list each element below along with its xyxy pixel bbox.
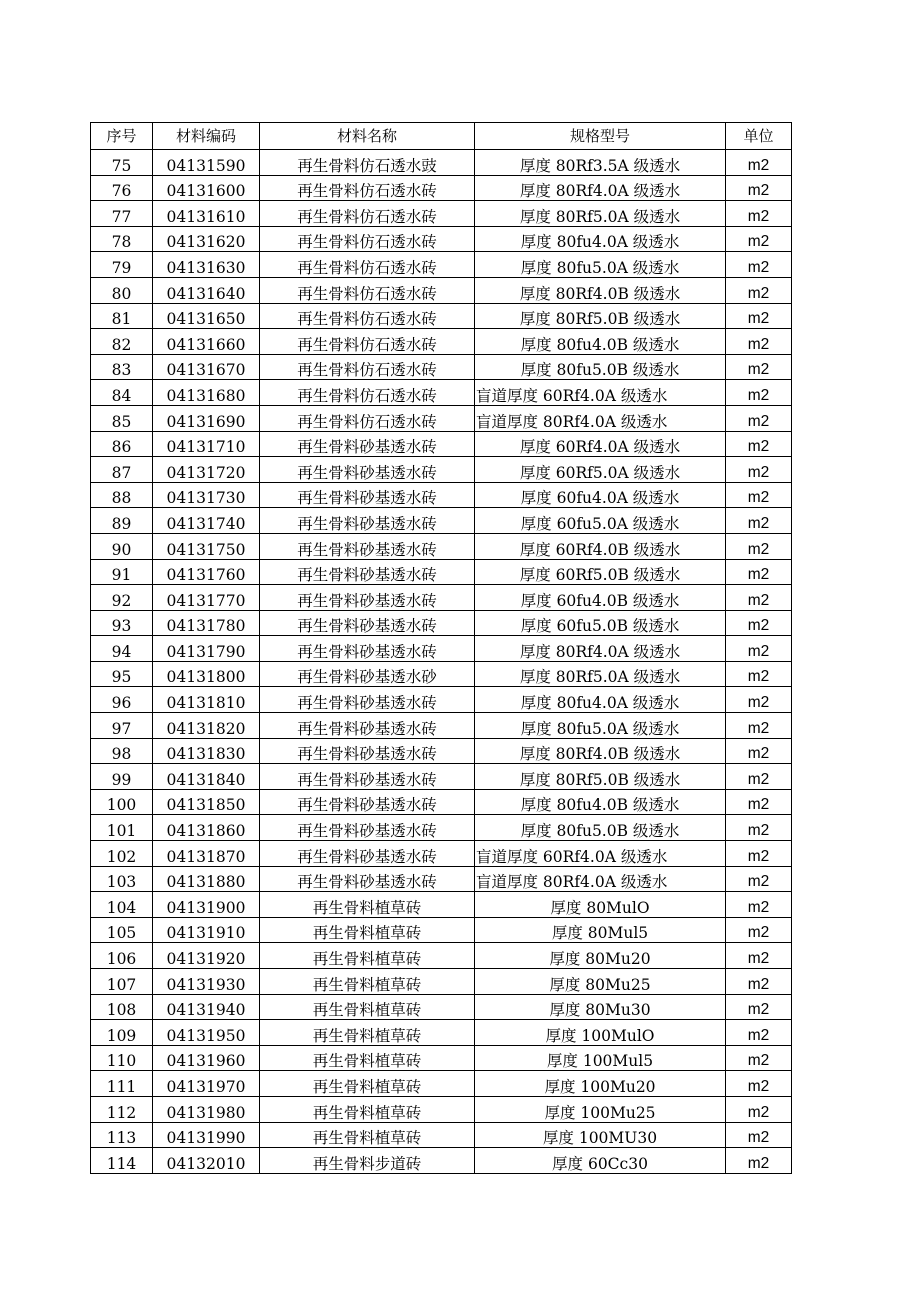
cell-seq: 92 [91, 585, 153, 611]
table-row [91, 866, 792, 892]
cell-unit: m2 [726, 661, 792, 687]
cell-seq: 78 [91, 226, 153, 252]
cell-material-name: 再生骨料仿石透水砖 [260, 354, 475, 380]
cell-seq: 113 [91, 1122, 153, 1148]
cell-code: 04131770 [153, 585, 260, 611]
cell-material-name: 再生骨料植草砖 [260, 892, 475, 918]
cell-material-name: 再生骨料植草砖 [260, 969, 475, 995]
cell-code: 04131840 [153, 764, 260, 790]
cell-spec: 厚度 100Mu20 [475, 1071, 726, 1097]
header-row [91, 123, 792, 150]
cell-unit: m2 [726, 354, 792, 380]
cell-spec: 厚度 80Mu20 [475, 943, 726, 969]
cell-code: 04131660 [153, 329, 260, 355]
header-seq: 序号 [91, 123, 153, 150]
cell-spec: 厚度 80fu4.0B 级透水 [475, 329, 726, 355]
cell-unit: m2 [726, 943, 792, 969]
table-row [91, 994, 792, 1020]
cell-material-name: 再生骨料砂基透水砖 [260, 866, 475, 892]
cell-unit: m2 [726, 380, 792, 406]
cell-spec: 盲道厚度 80Rf4.0A 级透水 [475, 866, 726, 892]
cell-unit: m2 [726, 175, 792, 201]
cell-unit: m2 [726, 815, 792, 841]
table-row [91, 533, 792, 559]
table-row [91, 738, 792, 764]
cell-spec: 盲道厚度 60Rf4.0A 级透水 [475, 380, 726, 406]
cell-material-name: 再生骨料植草砖 [260, 1071, 475, 1097]
cell-spec: 厚度 80MulO [475, 892, 726, 918]
table-row [91, 1020, 792, 1046]
cell-spec: 厚度 80Rf4.0B 级透水 [475, 277, 726, 303]
cell-spec: 厚度 80fu5.0B 级透水 [475, 354, 726, 380]
cell-code: 04131910 [153, 917, 260, 943]
cell-spec: 厚度 100MU30 [475, 1122, 726, 1148]
cell-unit: m2 [726, 201, 792, 227]
cell-seq: 75 [91, 150, 153, 176]
cell-material-name: 再生骨料植草砖 [260, 994, 475, 1020]
cell-spec: 厚度 60fu5.0A 级透水 [475, 508, 726, 534]
cell-seq: 95 [91, 661, 153, 687]
cell-material-name: 再生骨料砂基透水砖 [260, 713, 475, 739]
cell-spec: 厚度 100MulO [475, 1020, 726, 1046]
cell-spec: 厚度 80Rf5.0A 级透水 [475, 661, 726, 687]
cell-material-name: 再生骨料砂基透水砖 [260, 815, 475, 841]
cell-unit: m2 [726, 482, 792, 508]
cell-material-name: 再生骨料仿石透水砖 [260, 405, 475, 431]
cell-code: 04131800 [153, 661, 260, 687]
cell-material-name: 再生骨料仿石透水砖 [260, 201, 475, 227]
table-row [91, 1096, 792, 1122]
table-row [91, 303, 792, 329]
cell-unit: m2 [726, 1096, 792, 1122]
cell-seq: 79 [91, 252, 153, 278]
cell-seq: 110 [91, 1045, 153, 1071]
cell-code: 04131880 [153, 866, 260, 892]
cell-unit: m2 [726, 917, 792, 943]
cell-spec: 厚度 80Rf5.0B 级透水 [475, 764, 726, 790]
cell-material-name: 再生骨料仿石透水砖 [260, 329, 475, 355]
table-row [91, 917, 792, 943]
cell-seq: 96 [91, 687, 153, 713]
cell-material-name: 再生骨料砂基透水砖 [260, 841, 475, 867]
table-row [91, 841, 792, 867]
table-header [91, 123, 792, 150]
header-code: 材料编码 [153, 123, 260, 150]
header-name: 材料名称 [260, 123, 475, 150]
table-row [91, 329, 792, 355]
table-row [91, 457, 792, 483]
cell-seq: 81 [91, 303, 153, 329]
cell-material-name: 再生骨料砂基透水砖 [260, 764, 475, 790]
cell-unit: m2 [726, 789, 792, 815]
cell-unit: m2 [726, 405, 792, 431]
cell-material-name: 再生骨料砂基透水砖 [260, 482, 475, 508]
cell-code: 04131990 [153, 1122, 260, 1148]
cell-seq: 98 [91, 738, 153, 764]
table-row [91, 252, 792, 278]
cell-spec: 厚度 60fu4.0A 级透水 [475, 482, 726, 508]
cell-material-name: 再生骨料砂基透水砂 [260, 661, 475, 687]
cell-material-name: 再生骨料砂基透水砖 [260, 636, 475, 662]
cell-code: 04131680 [153, 380, 260, 406]
cell-code: 04131950 [153, 1020, 260, 1046]
cell-spec: 厚度 100Mul5 [475, 1045, 726, 1071]
cell-seq: 93 [91, 610, 153, 636]
table-row [91, 892, 792, 918]
cell-material-name: 再生骨料植草砖 [260, 1096, 475, 1122]
cell-unit: m2 [726, 226, 792, 252]
cell-spec: 厚度 80fu5.0A 级透水 [475, 713, 726, 739]
table-row [91, 815, 792, 841]
cell-unit: m2 [726, 994, 792, 1020]
table-row [91, 354, 792, 380]
table-row [91, 201, 792, 227]
cell-spec: 盲道厚度 60Rf4.0A 级透水 [475, 841, 726, 867]
table-row [91, 1122, 792, 1148]
cell-seq: 107 [91, 969, 153, 995]
cell-unit: m2 [726, 841, 792, 867]
cell-code: 04131750 [153, 533, 260, 559]
cell-unit: m2 [726, 508, 792, 534]
cell-seq: 102 [91, 841, 153, 867]
table-row [91, 431, 792, 457]
cell-seq: 86 [91, 431, 153, 457]
cell-spec: 厚度 80Mul5 [475, 917, 726, 943]
cell-unit: m2 [726, 457, 792, 483]
materials-table [90, 122, 792, 1174]
cell-seq: 114 [91, 1148, 153, 1174]
cell-seq: 106 [91, 943, 153, 969]
cell-code: 04131640 [153, 277, 260, 303]
cell-unit: m2 [726, 764, 792, 790]
cell-spec: 厚度 80fu4.0A 级透水 [475, 226, 726, 252]
cell-spec: 厚度 60Rf4.0B 级透水 [475, 533, 726, 559]
cell-material-name: 再生骨料植草砖 [260, 1045, 475, 1071]
cell-code: 04132010 [153, 1148, 260, 1174]
cell-seq: 80 [91, 277, 153, 303]
cell-seq: 76 [91, 175, 153, 201]
cell-code: 04131850 [153, 789, 260, 815]
cell-code: 04131940 [153, 994, 260, 1020]
cell-seq: 82 [91, 329, 153, 355]
cell-spec: 厚度 60Cc30 [475, 1148, 726, 1174]
cell-code: 04131830 [153, 738, 260, 764]
cell-material-name: 再生骨料砂基透水砖 [260, 789, 475, 815]
table-row [91, 175, 792, 201]
cell-code: 04131960 [153, 1045, 260, 1071]
cell-unit: m2 [726, 738, 792, 764]
cell-code: 04131790 [153, 636, 260, 662]
cell-seq: 104 [91, 892, 153, 918]
cell-unit: m2 [726, 1020, 792, 1046]
cell-material-name: 再生骨料仿石透水砖 [260, 175, 475, 201]
cell-spec: 厚度 80Mu30 [475, 994, 726, 1020]
cell-spec: 厚度 100Mu25 [475, 1096, 726, 1122]
cell-unit: m2 [726, 150, 792, 176]
cell-material-name: 再生骨料仿石透水豉 [260, 150, 475, 176]
cell-seq: 77 [91, 201, 153, 227]
cell-unit: m2 [726, 1045, 792, 1071]
cell-seq: 97 [91, 713, 153, 739]
table-row [91, 687, 792, 713]
cell-material-name: 再生骨料砂基透水砖 [260, 457, 475, 483]
cell-code: 04131810 [153, 687, 260, 713]
table-row [91, 482, 792, 508]
cell-unit: m2 [726, 636, 792, 662]
cell-code: 04131820 [153, 713, 260, 739]
cell-code: 04131970 [153, 1071, 260, 1097]
table-row [91, 969, 792, 995]
cell-unit: m2 [726, 277, 792, 303]
cell-material-name: 再生骨料砂基透水砖 [260, 738, 475, 764]
cell-material-name: 再生骨料砂基透水砖 [260, 508, 475, 534]
cell-material-name: 再生骨料步道砖 [260, 1148, 475, 1174]
cell-unit: m2 [726, 1071, 792, 1097]
cell-seq: 85 [91, 405, 153, 431]
cell-spec: 厚度 80fu4.0B 级透水 [475, 789, 726, 815]
table-row [91, 585, 792, 611]
table-row [91, 1071, 792, 1097]
cell-code: 04131690 [153, 405, 260, 431]
cell-code: 04131740 [153, 508, 260, 534]
cell-spec: 厚度 60fu5.0B 级透水 [475, 610, 726, 636]
cell-seq: 90 [91, 533, 153, 559]
cell-material-name: 再生骨料仿石透水砖 [260, 226, 475, 252]
table-row [91, 1148, 792, 1174]
cell-material-name: 再生骨料植草砖 [260, 943, 475, 969]
table-row [91, 150, 792, 176]
cell-unit: m2 [726, 252, 792, 278]
table-row [91, 226, 792, 252]
table-row [91, 1045, 792, 1071]
cell-seq: 83 [91, 354, 153, 380]
cell-unit: m2 [726, 559, 792, 585]
cell-material-name: 再生骨料植草砖 [260, 1020, 475, 1046]
table-row [91, 380, 792, 406]
table-row [91, 789, 792, 815]
cell-material-name: 再生骨料植草砖 [260, 1122, 475, 1148]
cell-material-name: 再生骨料仿石透水砖 [260, 380, 475, 406]
cell-unit: m2 [726, 892, 792, 918]
cell-unit: m2 [726, 1122, 792, 1148]
cell-material-name: 再生骨料砂基透水砖 [260, 585, 475, 611]
cell-code: 04131780 [153, 610, 260, 636]
cell-unit: m2 [726, 610, 792, 636]
header-unit: 单位 [726, 123, 792, 150]
cell-spec: 厚度 60Rf5.0A 级透水 [475, 457, 726, 483]
cell-unit: m2 [726, 687, 792, 713]
cell-spec: 厚度 60fu4.0B 级透水 [475, 585, 726, 611]
cell-code: 04131710 [153, 431, 260, 457]
cell-spec: 厚度 80fu5.0B 级透水 [475, 815, 726, 841]
cell-code: 04131720 [153, 457, 260, 483]
cell-unit: m2 [726, 866, 792, 892]
cell-material-name: 再生骨料砂基透水砖 [260, 533, 475, 559]
cell-material-name: 再生骨料砂基透水砖 [260, 687, 475, 713]
cell-spec: 厚度 80Rf5.0B 级透水 [475, 303, 726, 329]
cell-seq: 84 [91, 380, 153, 406]
cell-code: 04131670 [153, 354, 260, 380]
cell-code: 04131610 [153, 201, 260, 227]
table-row [91, 405, 792, 431]
cell-spec: 厚度 80Rf3.5A 级透水 [475, 150, 726, 176]
cell-spec: 厚度 80Rf4.0A 级透水 [475, 636, 726, 662]
cell-code: 04131920 [153, 943, 260, 969]
cell-spec: 厚度 80Rf4.0B 级透水 [475, 738, 726, 764]
cell-material-name: 再生骨料仿石透水砖 [260, 277, 475, 303]
cell-code: 04131600 [153, 175, 260, 201]
cell-unit: m2 [726, 533, 792, 559]
table-body [91, 150, 792, 1174]
cell-code: 04131980 [153, 1096, 260, 1122]
cell-spec: 厚度 60Rf5.0B 级透水 [475, 559, 726, 585]
header-spec: 规格型号 [475, 123, 726, 150]
cell-code: 04131860 [153, 815, 260, 841]
table-row [91, 610, 792, 636]
table-row [91, 943, 792, 969]
cell-seq: 109 [91, 1020, 153, 1046]
cell-code: 04131650 [153, 303, 260, 329]
cell-seq: 88 [91, 482, 153, 508]
cell-seq: 91 [91, 559, 153, 585]
cell-spec: 厚度 80Rf5.0A 级透水 [475, 201, 726, 227]
table-row [91, 764, 792, 790]
cell-spec: 厚度 80Mu25 [475, 969, 726, 995]
cell-code: 04131730 [153, 482, 260, 508]
table-row [91, 713, 792, 739]
cell-seq: 100 [91, 789, 153, 815]
cell-seq: 103 [91, 866, 153, 892]
cell-spec: 厚度 60Rf4.0A 级透水 [475, 431, 726, 457]
cell-code: 04131760 [153, 559, 260, 585]
cell-code: 04131900 [153, 892, 260, 918]
cell-material-name: 再生骨料砂基透水砖 [260, 559, 475, 585]
cell-material-name: 再生骨料仿石透水砖 [260, 303, 475, 329]
cell-seq: 101 [91, 815, 153, 841]
cell-unit: m2 [726, 713, 792, 739]
cell-unit: m2 [726, 329, 792, 355]
cell-spec: 厚度 80fu4.0A 级透水 [475, 687, 726, 713]
cell-unit: m2 [726, 431, 792, 457]
cell-seq: 87 [91, 457, 153, 483]
cell-seq: 99 [91, 764, 153, 790]
cell-spec: 盲道厚度 80Rf4.0A 级透水 [475, 405, 726, 431]
table-row [91, 277, 792, 303]
table-row [91, 661, 792, 687]
cell-seq: 112 [91, 1096, 153, 1122]
cell-material-name: 再生骨料砂基透水砖 [260, 431, 475, 457]
cell-seq: 108 [91, 994, 153, 1020]
cell-spec: 厚度 80fu5.0A 级透水 [475, 252, 726, 278]
cell-seq: 94 [91, 636, 153, 662]
cell-code: 04131630 [153, 252, 260, 278]
table-row [91, 636, 792, 662]
cell-code: 04131620 [153, 226, 260, 252]
cell-unit: m2 [726, 303, 792, 329]
table-row [91, 508, 792, 534]
table-row [91, 559, 792, 585]
cell-spec: 厚度 80Rf4.0A 级透水 [475, 175, 726, 201]
cell-seq: 105 [91, 917, 153, 943]
cell-material-name: 再生骨料仿石透水砖 [260, 252, 475, 278]
cell-unit: m2 [726, 585, 792, 611]
cell-seq: 89 [91, 508, 153, 534]
cell-seq: 111 [91, 1071, 153, 1097]
cell-code: 04131590 [153, 150, 260, 176]
cell-unit: m2 [726, 969, 792, 995]
cell-code: 04131870 [153, 841, 260, 867]
cell-material-name: 再生骨料砂基透水砖 [260, 610, 475, 636]
cell-unit: m2 [726, 1148, 792, 1174]
cell-code: 04131930 [153, 969, 260, 995]
cell-material-name: 再生骨料植草砖 [260, 917, 475, 943]
